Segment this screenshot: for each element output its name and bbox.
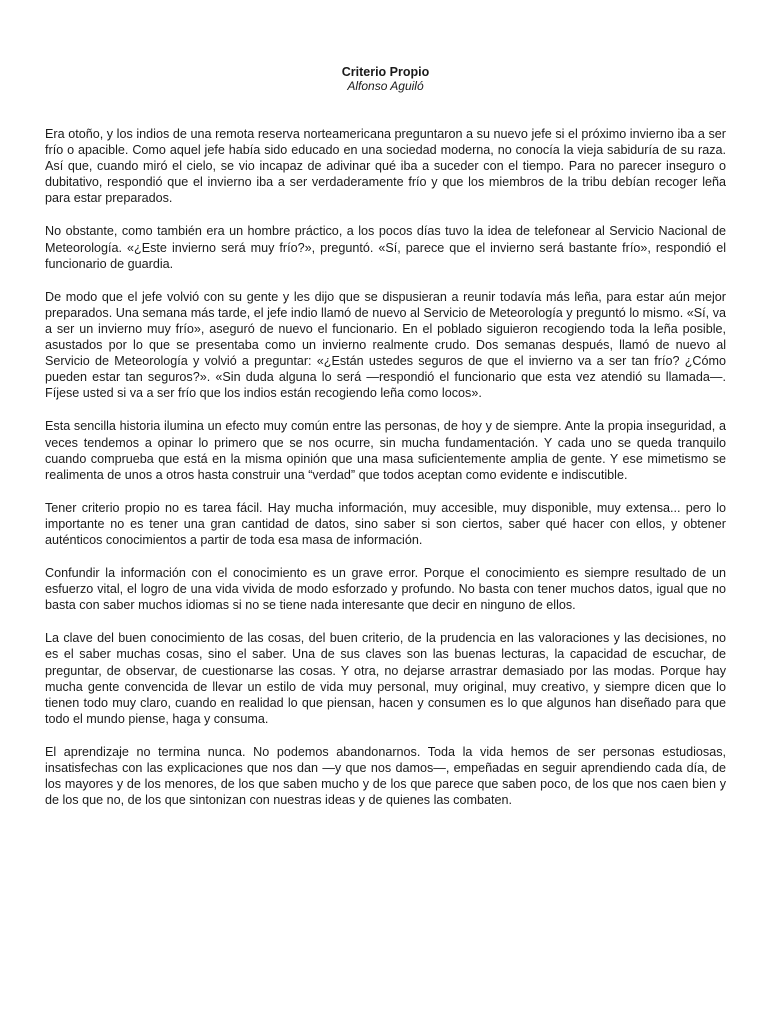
paragraph: Tener criterio propio no es tarea fácil. Hay mucha información, muy accesible, muy disponible, muy extensa... pero lo importante no es tener una gran cantidad de datos, sino saber si son ciertos, saber qué hacer con ellos, y obtener auténticos conocimientos a partir de toda esa masa de información. — [45, 500, 726, 547]
paragraph: Esta sencilla historia ilumina un efecto muy común entre las personas, de hoy y de siempre. Ante la propia inseguridad, a veces tendemos a opinar lo primero que se nos ocurre, sin mucha fundamentación. Y cada uno se queda tranquilo cuando comprueba que está en la misma opinión que una masa suficientemente amplia de gente. Y ese mimetismo se realimenta de unos a otros hasta construir una “verdad” que todos aceptan como evidente e indiscutible. — [45, 419, 726, 482]
paragraph: No obstante, como también era un hombre práctico, a los pocos días tuvo la idea de telefonear al Servicio Nacional de Meteorología. «¿Este invierno será muy frío?», preguntó. «Sí, parece que el invierno será bastante frío», respondió el funcionario de guardia. — [45, 224, 726, 271]
document-title: Criterio Propio — [341, 65, 430, 79]
document-author: Alfonso Aguiló — [347, 79, 424, 93]
paragraph: Confundir la información con el conocimiento es un grave error. Porque el conocimiento es siempre resultado de un esfuerzo vital, el logro de una vida vivida de modo esforzado y profundo. No basta con tener muchos datos, igual que no basta con saber muchos idiomas si no se tiene nada interesante que decir en ninguno de ellos. — [45, 566, 726, 613]
paragraph: De modo que el jefe volvió con su gente y les dijo que se dispusieran a reunir todavía más leña, para estar aún mejor preparados. Una semana más tarde, el jefe indio llamó de nuevo al Servicio de Meteorología y preguntó lo mismo. «Sí, va a ser un invierno muy frío», aseguró de nuevo el funcionario. En el poblado siguieron recogiendo toda la leña posible, asustados por lo que se presentaba como un invierno realmente crudo. Dos semanas después, llamó de nuevo al Servicio de Meteorología y volvió a preguntar: «¿Están ustedes seguros de que el invierno va a ser tan frío? ¿Cómo pueden estar tan seguros?». «Sin duda alguna lo será —respondió el funcionario que esta vez atendió su llamada—. Fíjese usted si va a ser frío que los indios están recogiendo leña como locos». — [45, 289, 726, 401]
paragraph: La clave del buen conocimiento de las cosas, del buen criterio, de la prudencia en las valoraciones y las decisiones, no es el saber muchas cosas, sino el saber. Una de sus claves son las buenas lecturas, la capacidad de escuchar, de preguntar, de observar, de cuestionarse las cosas. Y otra, no dejarse arrastrar demasiado por las modas. Porque hay mucha gente convencida de llevar un estilo de vida muy personal, muy original, muy creativo, y siempre dicen que lo tienen todo muy claro, cuando en realidad lo que piensan, hacen y consumen es lo que algunos han diseñado para que todo el mundo piense, haga y consuma. — [45, 631, 726, 726]
paragraph: El aprendizaje no termina nunca. No podemos abandonarnos. Toda la vida hemos de ser personas estudiosas, insatisfechas con las explicaciones que nos dan —y que nos damos—, empeñadas en seguir aprendiendo cada día, de los mayores y de los menores, de los que saben mucho y de los que parece que saben poco, de los que nos caen bien y de los que no, de los que sintonizan con nuestras ideas y de quienes las combaten. — [45, 744, 726, 808]
paragraph: Era otoño, y los indios de una remota reserva norteamericana preguntaron a su nuevo jefe si el próximo invierno iba a ser frío o apacible. Como aquel jefe había sido educado en una sociedad moderna, no conocía la vieja sabiduría de su raza. Así que, cuando miró el cielo, se vio incapaz de adivinar qué iba a suceder con el tiempo. Para no parecer inseguro o dubitativo, respondió que el invierno iba a ser verdaderamente frío y que los miembros de la tribu debían recoger leña para estar preparados. — [45, 127, 726, 206]
